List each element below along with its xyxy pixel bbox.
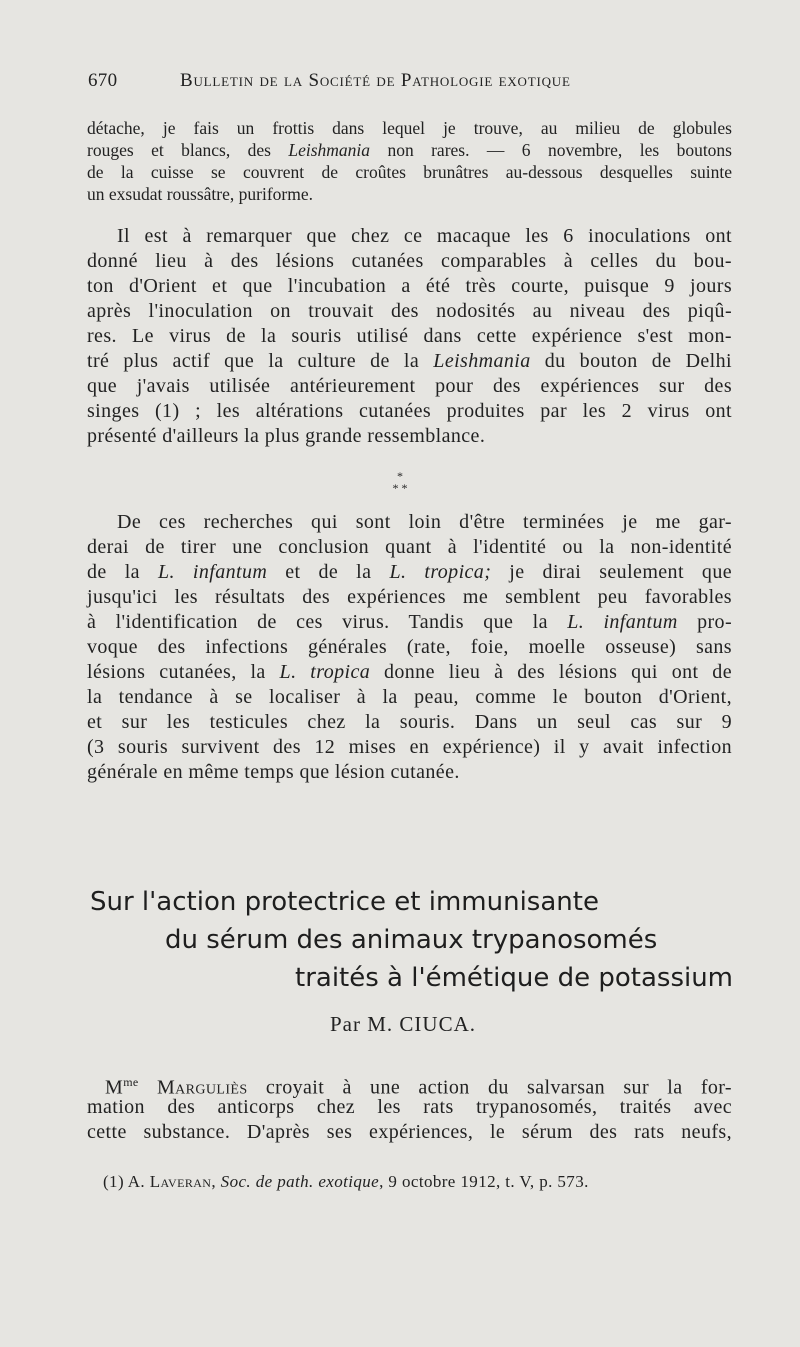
- article-title-line-3: traités à l'émétique de potassium: [295, 963, 734, 993]
- text-line: détache, je fais un frottis dans lequel je trouve, au milieu de globules: [87, 118, 732, 138]
- text-line: la tendance à se localiser à la peau, comme le bouton d'Orient,: [87, 686, 732, 708]
- text-line: que j'avais utilisée antérieurement pour des expériences sur des: [87, 375, 732, 397]
- footnote: (1) A. Laveran, Soc. de path. exotique, 9 octobre 1912, t. V, p. 573.: [103, 1172, 589, 1191]
- text-line: lésions cutanées, la L. tropica donne lieu à des lésions qui ont de: [87, 661, 732, 683]
- text-line: ton d'Orient et que l'incubation a été très courte, puisque 9 jours: [87, 275, 732, 297]
- separator-top: *: [397, 469, 403, 483]
- article-title-line-1: Sur l'action protectrice et immunisante: [90, 887, 599, 917]
- page-number: 670: [88, 70, 118, 91]
- italic-term: L. infantum: [157, 561, 268, 583]
- italic-term: L. tropica: [279, 661, 371, 683]
- page-header: [88, 70, 648, 92]
- paragraph-1: [87, 118, 732, 206]
- text-line: présenté d'ailleurs la plus grande ressemblance.: [87, 425, 486, 447]
- author-name: Marguliès: [138, 1076, 248, 1099]
- article-author: Par M. CIUCA.: [330, 1012, 477, 1036]
- text-line: derai de tirer une conclusion quant à l'identité ou la non-identité: [87, 536, 732, 558]
- section-separator: [380, 470, 420, 494]
- text-line: De ces recherches qui sont loin d'être terminées je me gar-: [117, 511, 732, 533]
- italic-term: L. infantum: [567, 611, 678, 633]
- text-line: res. Le virus de la souris utilisé dans cette expérience s'est mon-: [87, 325, 732, 347]
- text-line: de la cuisse se couvrent de croûtes brunâtres au-dessous desquelles suinte: [87, 161, 732, 182]
- running-title: Bulletin de la Société de Pathologie exotique: [180, 70, 571, 91]
- text-line: à l'identification de ces virus. Tandis que la L. infantum pro-: [87, 611, 733, 633]
- text-line: cette substance. D'après ses expériences, le sérum des rats neufs,: [87, 1121, 732, 1143]
- text-line: voque des infections générales (rate, foie, moelle osseuse) sans: [87, 636, 732, 658]
- text-line: donné lieu à des lésions cutanées comparables à celles du bou-: [87, 250, 732, 272]
- text-line: et sur les testicules chez la souris. Dans un seul cas sur 9: [87, 711, 732, 733]
- text-line: rouges et blancs, des Leishmania non rares. — 6 novembre, les boutons: [87, 139, 732, 160]
- text-line: de la L. infantum et de la L. tropica; je dirai seulement que: [87, 561, 733, 583]
- footnote-author: Laveran: [149, 1172, 212, 1191]
- paragraph-3: [87, 510, 732, 785]
- paragraph-4: [87, 1070, 732, 1145]
- footnote-journal: Soc. de path. exotique: [220, 1172, 380, 1191]
- text-line: $M^{me}$ Marguliès croyait à une action du salvarsan sur la for-: [105, 1075, 732, 1099]
- article-title-line-2: du sérum des animaux trypanosomés: [165, 925, 658, 955]
- italic-term: Leishmania: [288, 139, 371, 160]
- text-line: singes (1) ; les altérations cutanées produites par les 2 virus ont: [87, 400, 732, 422]
- text-line: générale en même temps que lésion cutanée.: [87, 761, 460, 783]
- text-line: tré plus actif que la culture de la Leishmania du bouton de Delhi: [87, 350, 732, 372]
- paragraph-2: [87, 224, 732, 449]
- separator-bottom: * *: [392, 481, 408, 495]
- italic-term: L. tropica;: [389, 561, 492, 583]
- text-line: après l'inoculation on trouvait des nodosités au niveau des piqû-: [87, 300, 732, 322]
- text-line: un exsudat roussâtre, puriforme.: [87, 183, 313, 204]
- text-line: Il est à remarquer que chez ce macaque les 6 inoculations ont: [117, 225, 732, 247]
- italic-term: Leishmania: [433, 350, 531, 372]
- text-line: jusqu'ici les résultats des expériences me semblent peu favorables: [87, 586, 732, 608]
- text-line: mation des anticorps chez les rats trypanosomés, traités avec: [87, 1096, 732, 1118]
- text-line: (3 souris survivent des 12 mises en expérience) il y avait infection: [87, 736, 732, 758]
